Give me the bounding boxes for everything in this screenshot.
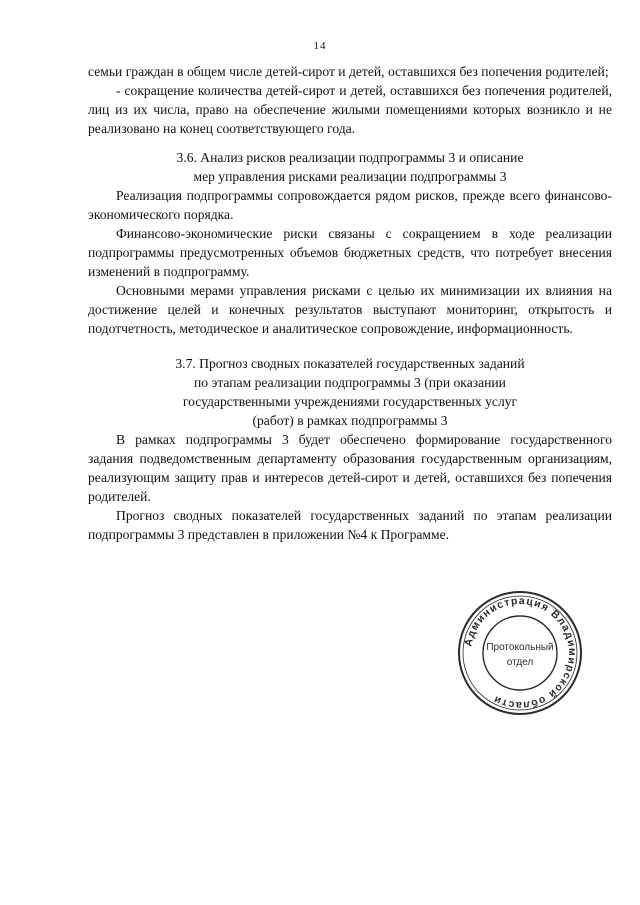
paragraph: семьи граждан в общем числе детей-сирот и детей, оставшихся без попечения родителей; [88, 64, 609, 79]
heading-line: 3.7. Прогноз сводных показателей государственных заданий [175, 356, 525, 371]
heading-line: государственными учреждениями государственных услуг [182, 394, 518, 409]
paragraph: В рамках подпрограммы 3 будет обеспечено формирование государственного задания подведомственным департаменту образования государственным организациям, реализующим защиту прав и интересов детей-сирот и детей, оставшихся без попечения родителей. [88, 432, 612, 504]
document-body [88, 62, 612, 544]
stamp-center-line1: Протокольный [486, 642, 554, 653]
paragraph: Финансово-экономические риски связаны с сокращением в ходе реализации подпрограммы предусмотренных объемов бюджетных средств, что потребует внесения изменений в подпрограмму. [88, 226, 612, 279]
stamp-center-line2: отдел [506, 657, 534, 668]
paragraph: Прогноз сводных показателей государственных заданий по этапам реализации подпрограммы 3 представлен в приложении №4 к Программе. [88, 508, 612, 542]
paragraph: Реализация подпрограммы сопровождается рядом рисков, прежде всего финансово-экономического порядка. [88, 188, 612, 222]
heading-line: мер управления рисками реализации подпрограммы 3 [193, 169, 507, 184]
stamp-ring-text: Администрация Владимирской области [462, 594, 579, 712]
section-heading-3-6 [88, 148, 612, 186]
heading-line: 3.6. Анализ рисков реализации подпрограммы 3 и описание [176, 150, 524, 165]
paragraph: - сокращение количества детей-сирот и детей, оставшихся без попечения родителей, лиц из их числа, право на обеспечение жилыми помещениями которых возникло и не реализовано на конец соответствующего года. [88, 83, 612, 136]
heading-line: по этапам реализации подпрограммы 3 (при оказании [194, 375, 506, 390]
official-stamp [455, 588, 585, 718]
heading-line: (работ) в рамках подпрограммы 3 [252, 413, 448, 428]
paragraph: Основными мерами управления рисками с целью их минимизации их влияния на достижение целей и конечных результатов выступают мониторинг, открытость и подотчетность, методическое и аналитическое сопровождение, информационность. [88, 283, 612, 336]
page-number: 14 [313, 40, 327, 52]
section-heading-3-7 [88, 354, 612, 430]
